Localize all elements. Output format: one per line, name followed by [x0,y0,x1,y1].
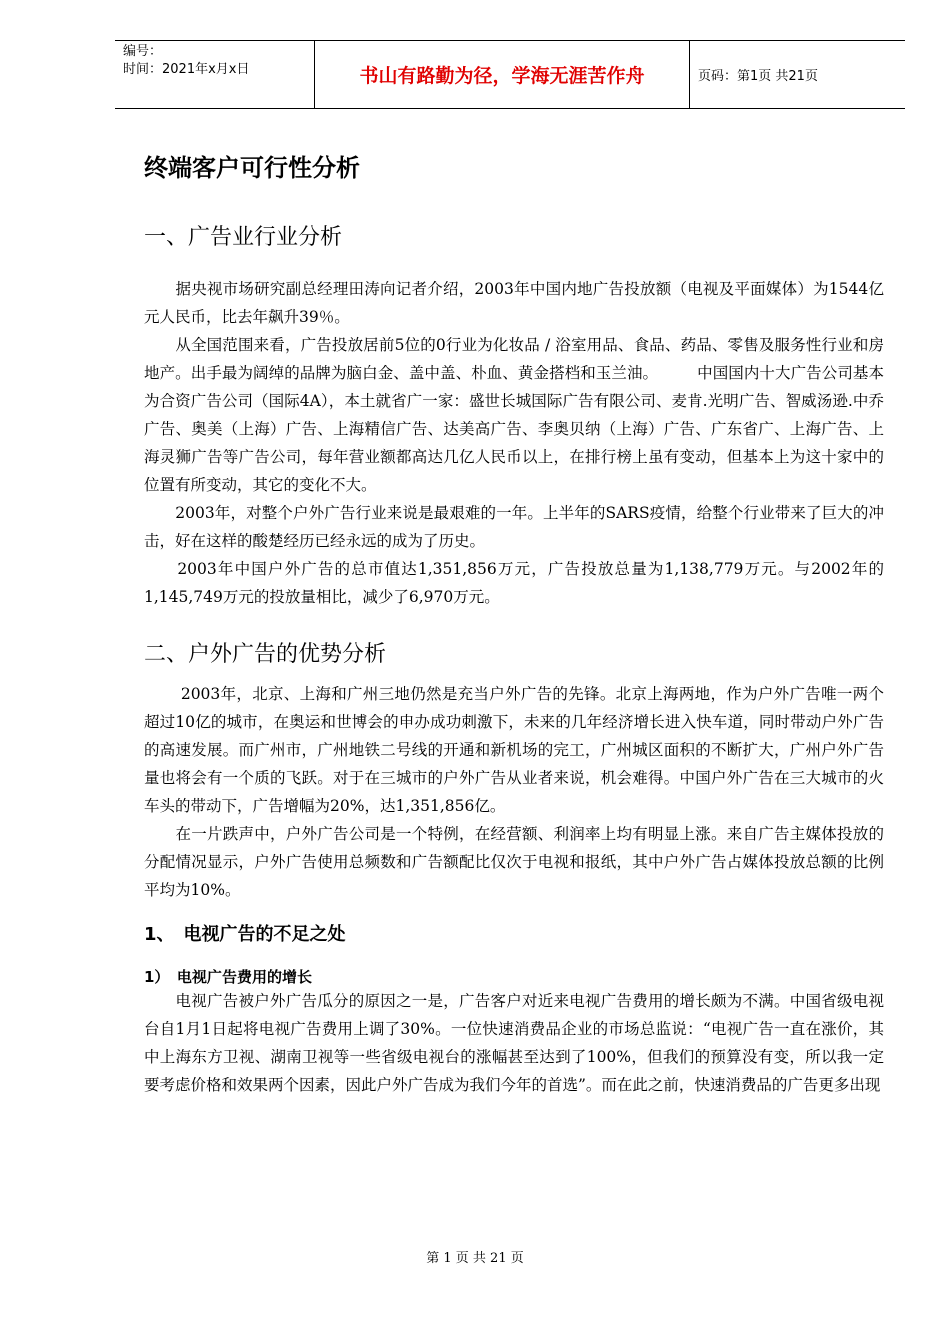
section-heading-outdoor: 二、户外广告的优势分析 [144,642,387,667]
header-table [115,40,905,109]
subsection-heading: 1、 电视广告的不足之处 [144,924,346,945]
document-body [144,140,884,1099]
paragraph: 2003年中国户外广告的总市值达1,351,856万元，广告投放总量为1,138,779万元。与2002年的1,145,749万元的投放量相比，减少了6,970万元。 [144,560,884,606]
document-title: 终端客户可行性分析 [144,154,360,182]
paragraph: 电视广告被户外广告瓜分的原因之一是，广告客户对近来电视广告费用的增长颇为不满。中国省级电视台自1月1日起将电视广告费用上调了30%。一位快速消费品企业的市场总监说：“电视广告一直在涨价，其中上海东方卫视、湖南卫视等一些省级电视台的涨幅甚至达到了100%，但我们的预算没有变，所以我一定要考虑价格和效果两个因素，因此户外广告成为我们今年的首选”。而在此之前，快速消费品的广告更多出现 [144,992,884,1094]
page-info: 页码：第1页 共21页 [698,69,818,84]
number-label: 编号： [123,44,163,59]
paragraph: 2003年，北京、上海和广州三地仍然是充当户外广告的先锋。北京上海两地，作为户外广告唯一两个超过10亿的城市，在奥运和世博会的申办成功刺激下，未来的几年经济增长进入快车道，同时带动户外广告的高速发展。而广州市，广州地铁二号线的开通和新机场的完工，广州城区面积的不断扩大，广州户外广告量也将会有一个质的飞跃。对于在三城市的户外广告从业者来说，机会难得。中国户外广告在三大城市的火车头的带动下，广告增幅为20%，达1,351,856亿。 [144,685,884,815]
paragraph: 从全国范围来看，广告投放居前5位的0行业为化妆品 / 浴室用品、食品、药品、零售及服务性行业和房地产。出手最为阔绰的品牌为脑白金、盖中盖、朴血、黄金搭档和玉兰油。 中国国内十大广告公司基本为合资广告公司（国际4A），本土就省广一家：盛世长城国际广告有限公司、麦肯.光明广告、智威汤逊.中乔广告、奥美（上海）广告、上海精信广告、达美高广告、李奥贝纳（上海）广告、广东省广、上海广告、上海灵狮广告等广告公司，每年营业额都高达几亿人民币以上，在排行榜上虽有变动，但基本上为这十家中的位置有所变动，其它的变化不大。 [144,336,884,494]
paragraph: 2003年，对整个户外广告行业来说是最艰难的一年。上半年的SARS疫情，给整个行业带来了巨大的冲击，好在这样的酸楚经历已经永远的成为了历史。 [144,504,884,550]
paragraph: 在一片跌声中，户外广告公司是一个特例，在经营额、利润率上均有明显上涨。来自广告主媒体投放的分配情况显示，户外广告使用总频数和广告额配比仅次于电视和报纸，其中户外广告占媒体投放总额的比例平均为10%。 [144,825,884,899]
section-heading-industry: 一、广告业行业分析 [144,225,343,250]
motto: 书山有路勤为径，学海无涯苦作舟 [315,41,690,108]
paragraph: 据央视市场研究副总经理田涛向记者介绍，2003年中国内地广告投放额（电视及平面媒体）为1544亿元人民币，比去年飙升39％。 [144,280,884,326]
page-footer: 第 1 页 共 21 页 [426,1251,524,1266]
item-heading: 1） 电视广告费用的增长 [144,968,312,986]
time-label: 时间：2021年x月x日 [123,62,250,77]
header-meta-cell [115,41,315,108]
